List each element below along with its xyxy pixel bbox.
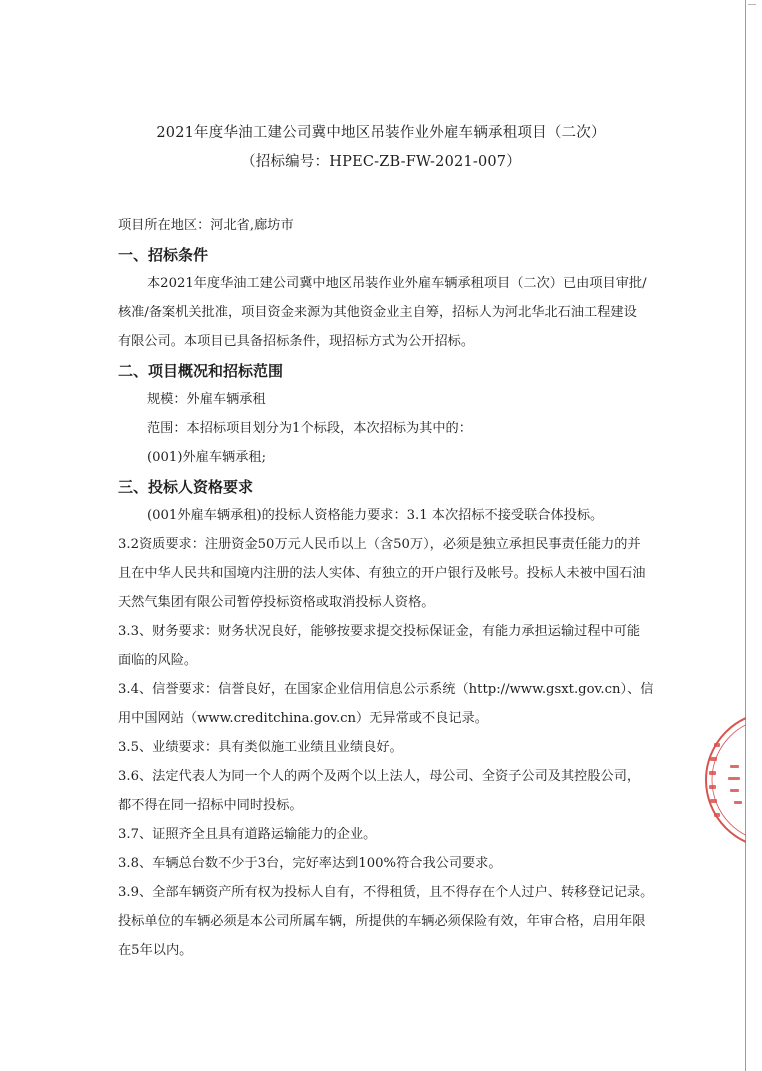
tender-number: （招标编号：HPEC-ZB-FW-2021-007） xyxy=(241,154,521,170)
document-title: 2021年度华油工建公司冀中地区吊装作业外雇车辆承租项目（二次） xyxy=(156,125,606,141)
paragraph-line: 范围：本招标项目划分为1个标段，本次招标为其中的： xyxy=(147,421,472,436)
red-seal-stamp xyxy=(700,705,746,855)
paragraph-line: 3.4、信誉要求：信誉良好，在国家企业信用信息公示系统（http://www.gsxt.gov.cn）、信 xyxy=(118,682,654,697)
paragraph-line: 都不得在同一招标中同时投标。 xyxy=(118,798,303,813)
paragraph-line: 天然气集团有限公司暂停投标资格或取消投标人资格。 xyxy=(118,595,435,610)
paragraph-line: 3.3、财务要求：财务状况良好，能够按要求提交投标保证金，有能力承担运输过程中可能 xyxy=(118,624,641,639)
paragraph-line: 在5年以内。 xyxy=(118,943,193,958)
section-heading-2: 二、项目概况和招标范围 xyxy=(118,362,284,380)
paragraph-line: 核准/备案机关批准，项目资金来源为其他资金业主自筹，招标人为河北华北石油工程建设 xyxy=(118,305,637,320)
paragraph-line: 规模：外雇车辆承租 xyxy=(147,392,266,407)
paragraph-line: (001外雇车辆承租)的投标人资格能力要求：3.1 本次招标不接受联合体投标。 xyxy=(147,508,604,523)
paragraph-line: 投标单位的车辆必须是本公司所属车辆，所提供的车辆必须保险有效，年审合格，启用年限 xyxy=(118,914,646,929)
paragraph-line: 3.6、法定代表人为同一个人的两个及两个以上法人，母公司、全资子公司及其控股公司， xyxy=(118,769,641,784)
project-location: 项目所在地区：河北省,廊坊市 xyxy=(118,218,294,233)
section-heading-3: 三、投标人资格要求 xyxy=(118,478,254,496)
corner-mark xyxy=(748,4,756,5)
paragraph-line: 3.2资质要求：注册资金50万元人民币以上（含50万），必须是独立承担民事责任能力的并 xyxy=(118,537,641,552)
paragraph-line: 3.7、证照齐全且具有道路运输能力的企业。 xyxy=(118,827,377,842)
paragraph-line: 且在中华人民共和国境内注册的法人实体、有独立的开户银行及帐号。投标人未被中国石油 xyxy=(118,566,646,581)
paragraph-line: 3.8、车辆总台数不少于3台，完好率达到100%符合我公司要求。 xyxy=(118,856,502,871)
paragraph-line: 有限公司。本项目已具备招标条件，现招标方式为公开招标。 xyxy=(118,334,475,349)
paragraph-line: 本2021年度华油工建公司冀中地区吊装作业外雇车辆承租项目（二次）已由项目审批/ xyxy=(147,276,647,291)
paragraph-line: 面临的风险。 xyxy=(118,653,198,668)
paragraph-line: 3.9、全部车辆资产所有权为投标人自有，不得租赁，且不得存在个人过户、转移登记记录。 xyxy=(118,885,654,900)
paragraph-line: 用中国网站（www.creditchina.gov.cn）无异常或不良记录。 xyxy=(118,711,488,726)
paragraph-line: (001)外雇车辆承租; xyxy=(147,450,267,465)
paragraph-line: 3.5、业绩要求：具有类似施工业绩且业绩良好。 xyxy=(118,740,403,755)
section-heading-1: 一、招标条件 xyxy=(118,246,209,264)
